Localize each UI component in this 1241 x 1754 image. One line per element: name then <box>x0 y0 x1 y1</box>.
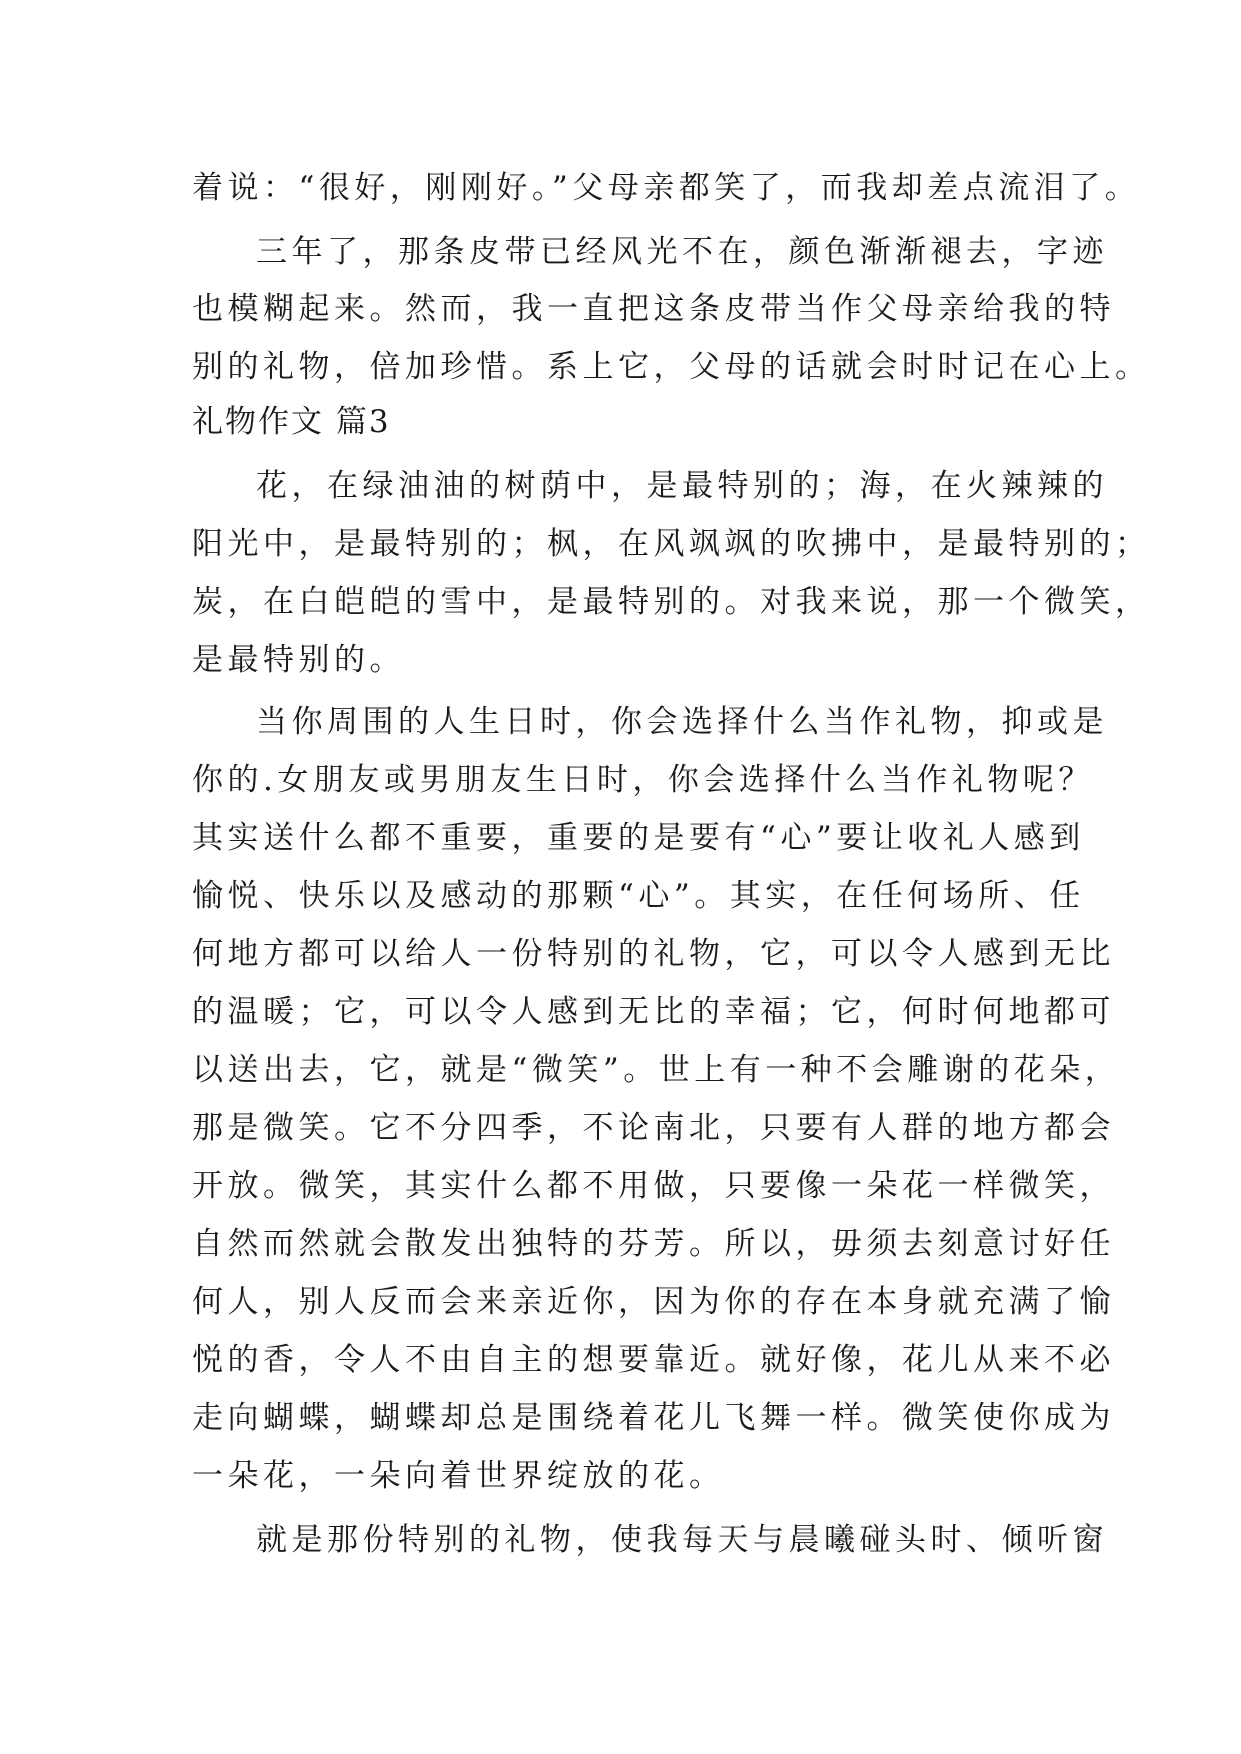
paragraph-start-line: 三年了，那条皮带已经风光不在，颜色渐渐褪去，字迹 <box>256 234 1108 270</box>
text-line: 悦的香，令人不由自主的想要靠近。就好像，花儿从来不必 <box>192 1342 1115 1378</box>
text-line: 自然而然就会散发出独特的芬芳。所以，毋须去刻意讨好任 <box>192 1226 1115 1262</box>
section-heading: 礼物作文 篇3 <box>192 404 391 440</box>
text-line: 何人，别人反而会来亲近你，因为你的存在本身就充满了愉 <box>192 1284 1115 1320</box>
text-line: 也模糊起来。然而，我一直把这条皮带当作父母亲给我的特 <box>192 291 1115 327</box>
paragraph-start-line: 就是那份特别的礼物，使我每天与晨曦碰头时、倾听窗 <box>256 1522 1108 1558</box>
text-line: 着说：“很好，刚刚好。”父母亲都笑了，而我却差点流泪了。 <box>192 170 1141 206</box>
text-line: 你的.女朋友或男朋友生日时，你会选择什么当作礼物呢？ <box>192 762 1094 798</box>
text-line: 那是微笑。它不分四季，不论南北，只要有人群的地方都会 <box>192 1110 1115 1146</box>
text-line: 走向蝴蝶，蝴蝶却总是围绕着花儿飞舞一样。微笑使你成为 <box>192 1400 1115 1436</box>
text-line: 愉悦、快乐以及感动的那颗“心”。其实，在任何场所、任 <box>192 878 1085 914</box>
text-line: 以送出去，它，就是“微笑”。世上有一种不会雕谢的花朵， <box>192 1052 1121 1088</box>
text-line: 炭，在白皑皑的雪中，是最特别的。对我来说，那一个微笑， <box>192 584 1151 620</box>
text-line: 何地方都可以给人一份特别的礼物，它，可以令人感到无比 <box>192 936 1115 972</box>
text-line: 别的礼物，倍加珍惜。系上它，父母的话就会时时记在心上。 <box>192 349 1151 385</box>
paragraph-start-line: 当你周围的人生日时，你会选择什么当作礼物，抑或是 <box>256 704 1108 740</box>
text-line: 一朵花，一朵向着世界绽放的花。 <box>192 1458 725 1494</box>
text-line: 阳光中，是最特别的；枫，在风飒飒的吹拂中，是最特别的； <box>192 526 1151 562</box>
text-line: 开放。微笑，其实什么都不用做，只要像一朵花一样微笑， <box>192 1168 1115 1204</box>
text-line: 其实送什么都不重要，重要的是要有“心”要让收礼人感到 <box>192 820 1085 856</box>
text-line: 是最特别的。 <box>192 642 405 678</box>
text-line: 的温暖；它，可以令人感到无比的幸福；它，何时何地都可 <box>192 994 1115 1030</box>
paragraph-start-line: 花，在绿油油的树荫中，是最特别的；海，在火辣辣的 <box>256 468 1108 504</box>
